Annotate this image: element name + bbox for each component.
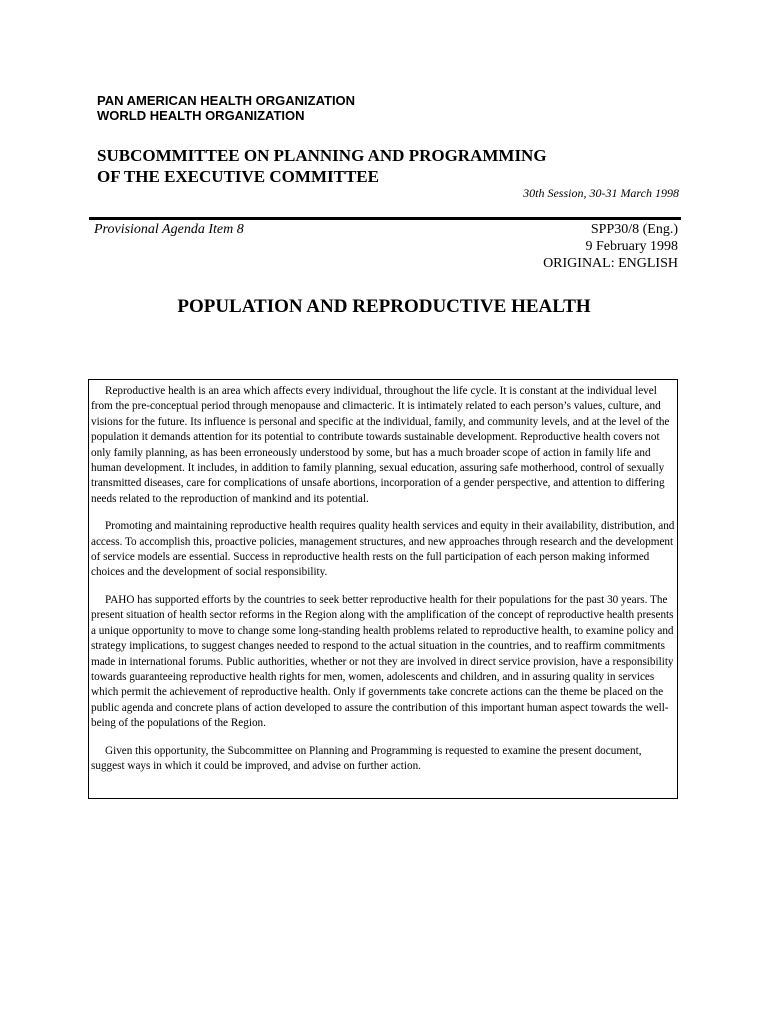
document-title: POPULATION AND REPRODUCTIVE HEALTH [177,296,591,317]
summary-paragraph: Given this opportunity, the Subcommittee on Planning and Programming is requested to examine the present document, suggest ways in which it could be improved, and advise on further action. [91,744,642,772]
header-divider [89,217,681,220]
session-info: 30th Session, 30-31 March 1998 [523,186,679,200]
committee-heading [97,145,547,187]
agenda-item-label: Provisional Agenda Item 8 [94,222,244,237]
organization-header [97,93,355,123]
committee-heading-line-2: OF THE EXECUTIVE COMMITTEE [97,167,379,186]
summary-box [88,379,678,799]
summary-paragraph: Promoting and maintaining reproductive health requires quality health services and equity in their availability, distribution, and access. To accomplish this, proactive policies, management structures, and new approaches through research and the development of service models are essential. Success in reproductive health rests on the full participation of each person making informed choices and the development of social responsibility. [91,520,675,579]
summary-paragraph: Reproductive health is an area which affects every individual, throughout the life cycle. It is constant at the individual level from the pre-conceptual period through menopause and climacteric. It is intimately related to each person’s values, culture, and visions for the future. Its influence is personal and specific at the individual, family, and community levels, and at the level of the population it demands attention for its potential to contribute towards sustainable development. Reproductive health covers not only family planning, as has been erroneously understood by some, but has a much broader scope of action in family life and human development. It includes, in addition to family planning, sexual education, assuring safe motherhood, control of sexually transmitted diseases, care for complications of unsafe abortions, incorporation of a gender perspective, and attention to differing needs related to the reproduction of mankind and its potential. [91,385,670,505]
document-code: SPP30/8 (Eng.) [590,222,678,237]
document-date: 9 February 1998 [585,239,678,254]
organization-name-paho: PAN AMERICAN HEALTH ORGANIZATION [97,93,356,108]
committee-heading-line-1: SUBCOMMITTEE ON PLANNING AND PROGRAMMING [97,146,547,165]
original-language: ORIGINAL: ENGLISH [543,256,678,271]
summary-paragraph: PAHO has supported efforts by the countries to seek better reproductive health for their populations for the past 30 years. The present situation of health sector reforms in the Region along with the amplification of the concept of reproductive health presents a unique opportunity to move to change some long-standing health problems related to reproductive health, to examine policy and strategy implications, to suggest changes needed to respond to the actual situation in the countries, and to reaffirm commitments made in international forums. Public authorities, whether or not they are involved in direct service provision, have a responsibility towards guaranteeing reproductive health rights for men, women, adolescents and children, and in assuring quality in services which permit the achievement of reproductive health. Only if governments take concrete actions can the theme be placed on the public agenda and concrete plans of action developed to assure the contribution of this important human aspect towards the well-being of the populations of the Region. [91,593,674,730]
document-metadata [543,221,678,272]
organization-name-who: WORLD HEALTH ORGANIZATION [97,108,305,123]
